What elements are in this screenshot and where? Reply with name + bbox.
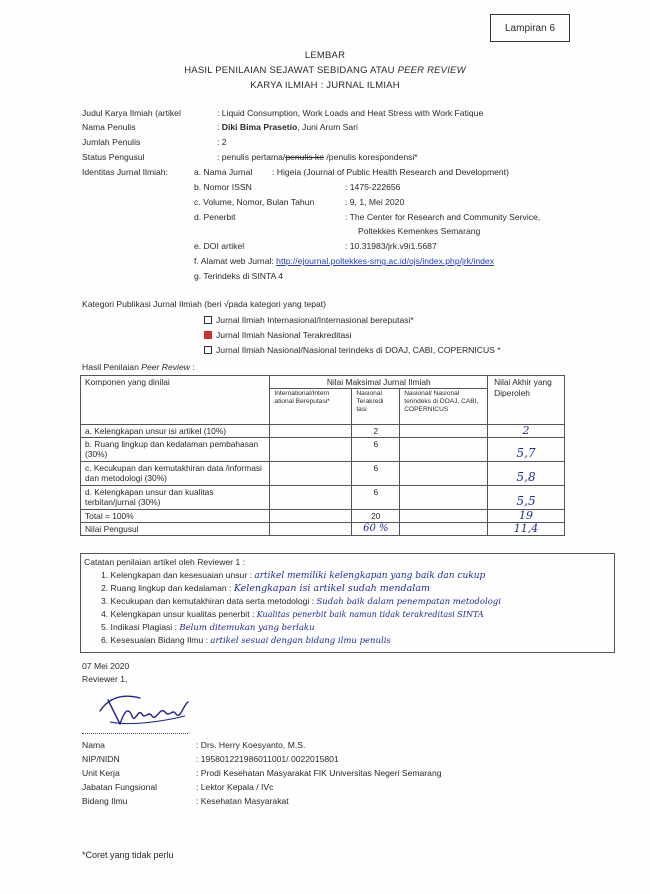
reviewer-label: Reviewer 1,: [82, 674, 128, 684]
row-akhir: 5,5: [488, 486, 565, 510]
catatan-item: [101, 596, 501, 607]
issn-label: b. Nomor ISSN: [194, 182, 252, 192]
hasil-label-em: Peer Review: [141, 362, 190, 372]
header-nilai-maks: Nilai Maksimal Jurnal Ilmiah: [270, 376, 488, 389]
header-nasional-terindeks: Nasional/ Nasional terindeks di DOAJ, CABI, COPERNICUS: [400, 389, 488, 425]
penulis-colon: :: [217, 122, 222, 132]
reviewer-nip-value: : 195801221986011001/ 0022015801: [196, 754, 339, 764]
total-akhir: 19: [488, 510, 565, 523]
total-max: 20: [352, 510, 400, 523]
title-karya: KARYA ILMIAH : JURNAL ILMIAH: [250, 80, 400, 91]
row-max: 2: [352, 425, 400, 438]
title-hasil-em: PEER REVIEW: [397, 65, 466, 76]
kategori-option-2[interactable]: [204, 330, 352, 340]
row-nasidx: [400, 486, 488, 510]
checkbox-icon[interactable]: [204, 346, 212, 354]
catatan-item-label: 3. Kecukupan dan kemutakhiran data serta metodologi :: [101, 596, 317, 606]
status-value: [217, 152, 418, 162]
nama-jurnal-value: : Higeia (Journal of Public Health Research and Development): [272, 167, 509, 177]
catatan-item-handwriting: artikel memiliki kelengkapan yang baik dan cukup: [254, 571, 486, 581]
penerbit-label: d. Penerbit: [194, 212, 236, 222]
status-b: /penulis korespondensi*: [324, 152, 418, 162]
table-row: [81, 425, 565, 438]
penulis-value: [217, 122, 358, 132]
row-komponen: c. Kecukupan dan kemutakhiran data /informasi dan metodologi (30%): [81, 462, 270, 486]
total-label: Total = 100%: [81, 510, 270, 523]
row-max: 6: [352, 462, 400, 486]
penerbit-value-2: Poltekkes Kemenkes Semarang: [358, 226, 481, 236]
catatan-item: [101, 609, 484, 619]
catatan-item: [101, 622, 315, 633]
hasil-label-text: Hasil Penilaian: [82, 362, 142, 372]
catatan-item-handwriting: artikel sesuai dengan bidang ilmu penulis: [210, 636, 391, 646]
title-hasil-text: HASIL PENILAIAN SEJAWAT SEBIDANG ATAU: [184, 65, 398, 76]
hasil-label-colon: :: [189, 362, 195, 372]
reviewer-unit-value: : Prodi Kesehatan Masyarakat FIK Universitas Negeri Semarang: [196, 768, 442, 778]
row-max: 6: [352, 438, 400, 462]
reviewer-nama-value: : Drs. Herry Koesyanto, M.S.: [196, 740, 306, 750]
sinta-label: g. Terindeks di SINTA 4: [194, 271, 284, 281]
row-akhir: 5,7: [488, 438, 565, 462]
hasil-label: [82, 362, 195, 372]
reviewer-bidang-value: : Kesehatan Masyarakat: [196, 796, 289, 806]
nama-jurnal-label: a. Nama Jurnal: [194, 167, 253, 177]
status-a: : penulis pertama/: [217, 152, 286, 162]
catatan-item-label: 4. Kelengkapan unsur kualitas penerbit :: [101, 609, 257, 619]
row-nasidx: [400, 438, 488, 462]
catatan-box: [80, 553, 615, 653]
table-pengusul-row: [81, 523, 565, 536]
total-nasidx: [400, 510, 488, 523]
kategori-option-2-label: Jurnal Ilmiah Nasional Terakreditasi: [216, 330, 352, 340]
pengusul-label: Nilai Pengusul: [81, 523, 270, 536]
reviewer-bidang-label: Bidang Ilmu: [82, 796, 128, 806]
header-komponen: Komponen yang dinilai: [81, 376, 270, 425]
judul-value: : Liquid Consumption, Work Loads and Heat Stress with Work Fatique: [217, 108, 484, 118]
catatan-item-label: 5. Indikasi Plagiasi :: [101, 622, 180, 632]
penerbit-value-1: : The Center for Research and Community Service,: [345, 212, 541, 222]
checked-box-icon[interactable]: [204, 331, 212, 339]
catatan-item: [101, 583, 430, 594]
web-row: [194, 256, 494, 266]
score-table: [80, 375, 565, 536]
signature-image: [90, 686, 200, 731]
catatan-heading: Catatan penilaian artikel oleh Reviewer 1 :: [84, 557, 245, 567]
judul-label: Judul Karya Ilmiah (artikel: [82, 108, 181, 118]
title-hasil: [0, 65, 650, 76]
reviewer-jabatan-label: Jabatan Fungsional: [82, 782, 158, 792]
status-label: Status Pengusul: [82, 152, 145, 162]
web-link[interactable]: http://ejournal.poltekkes-smg.ac.id/ojs/index.php/jrk/index: [276, 256, 494, 266]
kategori-option-1-label: Jurnal Ilmiah Internasional/Internasional bereputasi*: [216, 315, 414, 325]
catatan-item-handwriting: Kualitas penerbit baik namun tidak terakreditasi SINTA: [256, 610, 484, 619]
identitas-label: Identitas Jurnal Ilmiah:: [82, 167, 168, 177]
row-nasidx: [400, 425, 488, 438]
table-total-row: [81, 510, 565, 523]
table-header-row: [81, 376, 565, 389]
pengusul-nasidx: [400, 523, 488, 536]
doi-label: e. DOI artikel: [194, 241, 245, 251]
header-nilai-akhir: Nilai Akhir yang Diperoleh: [488, 376, 565, 425]
reviewer-jabatan-value: : Lektor Kepala / IVc: [196, 782, 274, 792]
checkbox-icon[interactable]: [204, 316, 212, 324]
pengusul-max: 60 %: [352, 523, 400, 536]
doi-value: : 10.31983/jrk.v9i1.5687: [345, 241, 437, 251]
row-intl: [270, 462, 352, 486]
pengusul-akhir: 11,4: [488, 523, 565, 536]
row-komponen: d. Kelengkapan unsur dan kualitas terbitan/jurnal (30%): [81, 486, 270, 510]
catatan-item-handwriting: Belum ditemukan yang berlaku: [179, 623, 315, 633]
total-intl: [270, 510, 352, 523]
signature-line: [82, 733, 188, 734]
volume-value: : 9, 1, Mei 2020: [345, 197, 405, 207]
table-row: [81, 486, 565, 510]
pengusul-intl: [270, 523, 352, 536]
row-akhir: 2: [488, 425, 565, 438]
catatan-item: [101, 635, 391, 646]
row-intl: [270, 438, 352, 462]
row-komponen: b. Ruang lingkup dan kedalaman pembahasan (30%): [81, 438, 270, 462]
status-strike: penulis ke: [285, 152, 325, 162]
kategori-option-3-label: Jurnal Ilmiah Nasional/Nasional terindeks di DOAJ, CABI, COPERNICUS *: [216, 345, 501, 355]
row-akhir: 5,8: [488, 462, 565, 486]
catatan-item-label: 1. Kelengkapan dan kesesuaian unsur :: [101, 570, 255, 580]
header-internasional: International/Intern ational Bereputasi*: [270, 389, 352, 425]
catatan-item-handwriting: Sudah baik dalam penempatan metodologi: [316, 597, 501, 607]
date: 07 Mei 2020: [82, 661, 130, 671]
catatan-item-label: 2. Ruang lingkup dan kedalaman :: [101, 583, 234, 593]
lampiran-box: Lampiran 6: [490, 14, 570, 42]
reviewer-nama-label: Nama: [82, 740, 105, 750]
row-intl: [270, 425, 352, 438]
issn-value: : 1475-222656: [345, 182, 401, 192]
jumlah-value: : 2: [217, 137, 227, 147]
kategori-option-3[interactable]: [204, 345, 501, 355]
kategori-option-1[interactable]: [204, 315, 414, 325]
catatan-item: [101, 570, 485, 581]
header-nasional: Nasional Terakredi tasi: [352, 389, 400, 425]
table-row: [81, 462, 565, 486]
jumlah-label: Jumlah Penulis: [82, 137, 141, 147]
web-label: f. Alamat web Jurnal:: [194, 256, 277, 266]
footnote: *Coret yang tidak perlu: [82, 850, 174, 860]
catatan-item-label: 6. Kesesuaian Bidang Ilmu :: [101, 635, 211, 645]
penulis-rest: , Juni Arum Sari: [297, 122, 358, 132]
row-intl: [270, 486, 352, 510]
title-lembar: LEMBAR: [304, 50, 346, 61]
volume-label: c. Volume, Nomor, Bulan Tahun: [194, 197, 315, 207]
row-max: 6: [352, 486, 400, 510]
penulis-first: Diki Bima Prasetio: [221, 122, 298, 132]
table-row: [81, 438, 565, 462]
catatan-item-handwriting: Kelengkapan isi artikel sudah mendalam: [233, 583, 431, 594]
penulis-label: Nama Penulis: [82, 122, 136, 132]
reviewer-unit-label: Unit Kerja: [82, 768, 120, 778]
reviewer-nip-label: NIP/NIDN: [82, 754, 120, 764]
row-komponen: a. Kelengkapan unsur isi artikel (10%): [81, 425, 270, 438]
row-nasidx: [400, 462, 488, 486]
kategori-heading: Kategori Publikasi Jurnal Ilmiah (beri √pada kategori yang tepat): [82, 299, 327, 309]
